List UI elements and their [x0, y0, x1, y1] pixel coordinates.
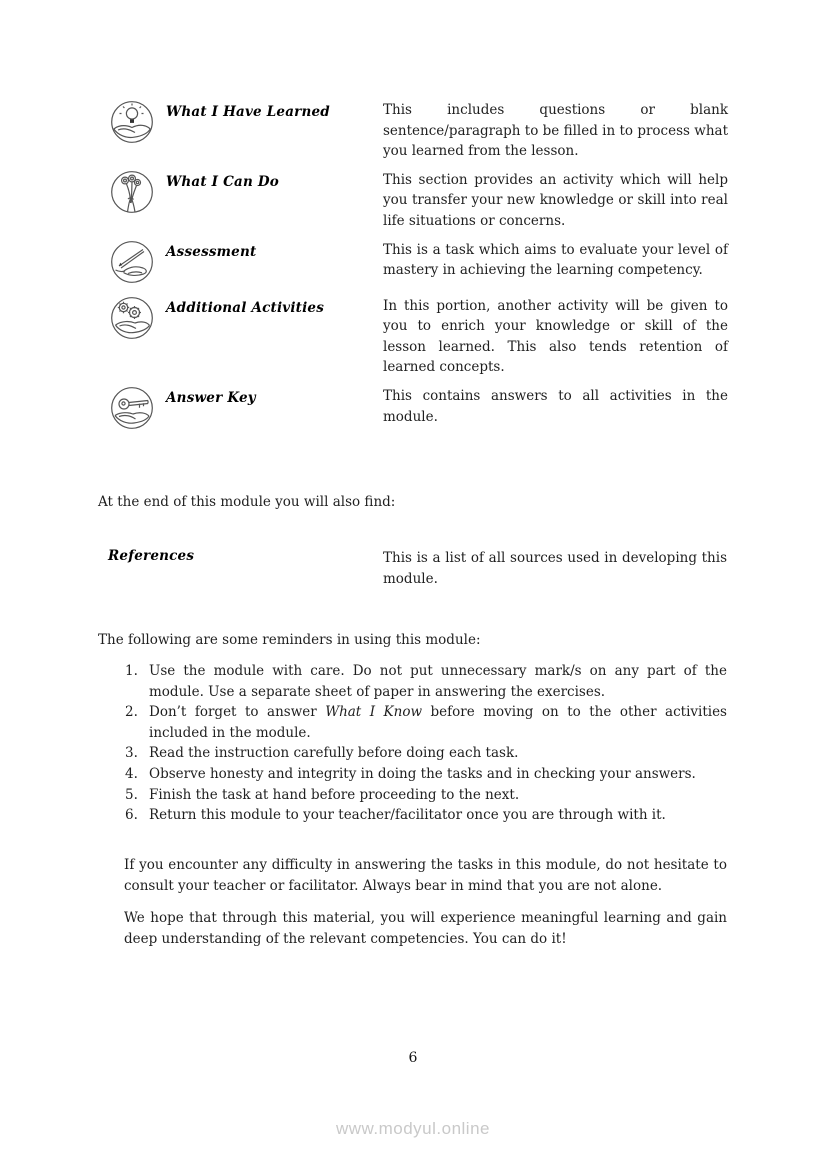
- gears-hand-icon: [110, 296, 154, 340]
- module-part-row: [110, 240, 728, 288]
- list-item: [125, 661, 727, 702]
- list-item-number: 6.: [125, 807, 138, 824]
- page-number: 6: [408, 1050, 418, 1066]
- module-part-row: [110, 386, 728, 434]
- list-item-text: Use the module with care. Do not put unnecessary mark/s on any part of the module. Use a separate sheet of paper in answering the exercises.: [149, 663, 727, 700]
- list-item: [125, 743, 727, 764]
- list-item-number: 3.: [125, 745, 138, 762]
- list-item-text: Observe honesty and integrity in doing the tasks and in checking your answers.: [149, 765, 696, 782]
- list-item-text: Return this module to your teacher/facilitator once you are through with it.: [149, 807, 666, 824]
- list-item-text-post: before moving on to the other activities included in the module.: [149, 704, 727, 741]
- closing-paragraphs: [124, 855, 727, 961]
- list-item: [125, 805, 727, 826]
- module-part-label: What I Have Learned: [166, 104, 330, 120]
- list-item-text: Finish the task at hand before proceeding to the next.: [149, 786, 520, 803]
- module-part-description: This contains answers to all activities in the module.: [383, 387, 728, 425]
- closing-paragraph: We hope that through this material, you will experience meaningful learning and gain deep understanding of the relevant competencies. You can do it!: [124, 910, 727, 947]
- module-part-description: In this portion, another activity will be given to you to enrich your knowledge or skill of the lesson learned. This also tends retention of learned concepts.: [383, 297, 728, 376]
- module-part-row: [110, 296, 728, 378]
- list-item: [125, 702, 727, 743]
- module-part-row: [110, 100, 728, 162]
- list-item-text: Read the instruction carefully before doing each task.: [149, 745, 519, 762]
- list-item-text-pre: Don’t forget to answer: [149, 704, 326, 721]
- closing-paragraph: If you encounter any difficulty in answering the tasks in this module, do not hesitate to consult your teacher or facilitator. Always bear in mind that you are not alone.: [124, 857, 727, 894]
- references-label: References: [108, 548, 195, 564]
- references-row: [108, 548, 727, 589]
- module-part-description: This is a task which aims to evaluate your level of mastery in achieving the learning competency.: [383, 241, 728, 279]
- list-item: [125, 785, 727, 806]
- reminders-list: [125, 661, 727, 826]
- module-part-label: Additional Activities: [166, 299, 325, 316]
- list-item: [125, 764, 727, 785]
- icon-cell: [110, 100, 166, 162]
- icon-cell: [110, 170, 166, 232]
- list-item-number: 4.: [125, 765, 138, 782]
- key-hand-icon: [110, 386, 154, 430]
- list-item-number: 1.: [125, 663, 138, 679]
- module-part-description: This includes questions or blank sentence/paragraph to be filled in to process what you learned from the lesson.: [383, 102, 728, 160]
- list-item-text-italic: What I Know: [325, 704, 423, 721]
- module-part-label: Answer Key: [166, 389, 256, 406]
- lightbulb-hand-icon: [110, 100, 154, 144]
- references-description: This is a list of all sources used in developing this module.: [383, 550, 727, 587]
- icon-cell: [110, 386, 166, 434]
- watermark: www.modyul.online: [335, 1119, 490, 1138]
- list-item-number: 5.: [125, 786, 138, 803]
- pen-hand-icon: [110, 240, 154, 284]
- module-part-description: This section provides an activity which will help you transfer your new knowledge or skill into real life situations or concerns.: [383, 171, 728, 229]
- module-part-row: [110, 170, 728, 232]
- hand-flowers-icon: [110, 170, 154, 214]
- icon-cell: [110, 240, 166, 288]
- icon-cell: [110, 296, 166, 378]
- module-parts-table: [110, 100, 728, 442]
- module-part-label: What I Can Do: [166, 173, 279, 190]
- list-item-text: [149, 702, 727, 743]
- reminders-intro: The following are some reminders in using this module:: [98, 632, 481, 648]
- end-of-module-note: At the end of this module you will also find:: [98, 494, 396, 510]
- module-part-label: Assessment: [166, 243, 257, 260]
- list-item-number: 2.: [125, 704, 138, 721]
